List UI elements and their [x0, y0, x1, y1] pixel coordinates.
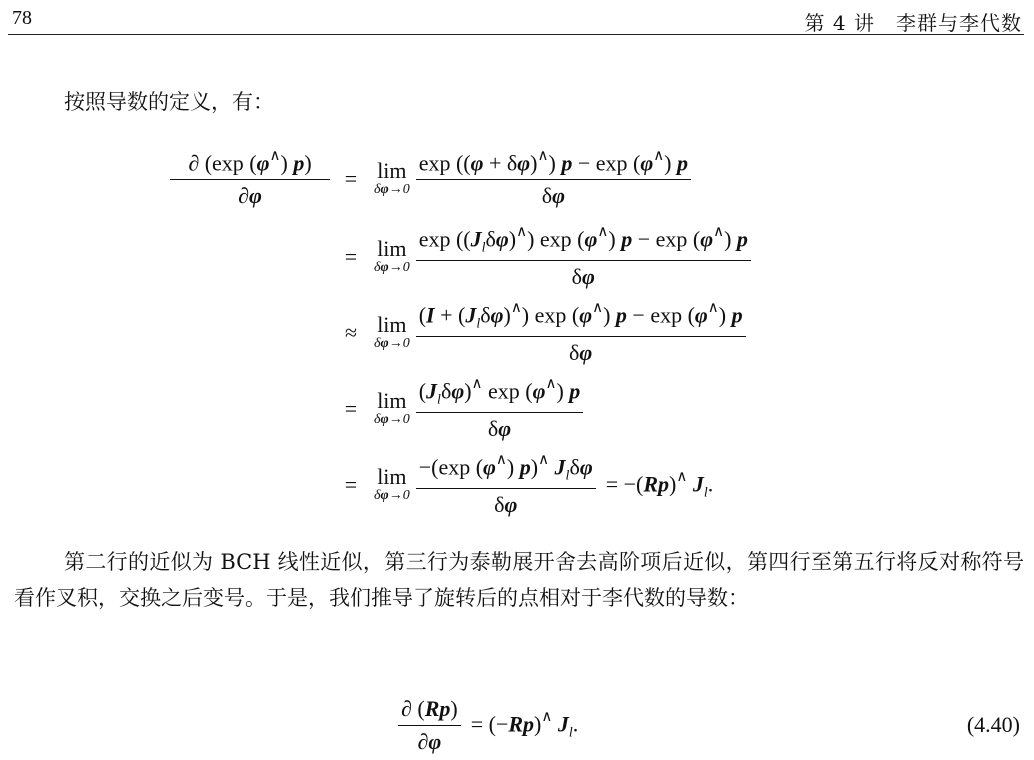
relation-symbol: =: [344, 395, 358, 421]
row-fraction: [416, 452, 596, 518]
running-head: 第 4 讲 李群与李代数: [804, 11, 1022, 35]
result-equation: [398, 696, 578, 755]
result-denominator: ∂φ: [398, 725, 461, 755]
row-denominator: δφ: [416, 336, 746, 366]
explanation-paragraph: 第二行的近似为 BCH 线性近似，第三行为泰勒展开舍去高阶项后近似，第四行至第五行将反对称符号看作叉积，交换之后变号。于是，我们推导了旋转后的点相对于李代数的导数：: [14, 550, 1024, 610]
relation-symbol: ≈: [344, 319, 358, 345]
limit-operator: lim δφ→0: [374, 463, 410, 503]
row-fraction: [416, 148, 691, 209]
derivation-row-1: [170, 148, 691, 209]
derivation-row-4: [336, 376, 583, 442]
row-result: = −(Rp)∧ $J_l$.: [605, 468, 714, 501]
lhs-numerator: ∂ (exp (φ∧) p): [188, 148, 312, 176]
derivation-row-2: [336, 224, 751, 290]
equation-number: (4.40): [966, 712, 1020, 737]
row-fraction: [416, 376, 584, 442]
row-denominator: δφ: [416, 412, 584, 442]
relation-symbol: =: [344, 471, 358, 497]
lhs-fraction: [170, 148, 330, 209]
row-numerator: −(exp (φ∧) p)∧ $J_l\delta\varphi$: [418, 452, 593, 484]
row-numerator: $(J_l\delta\varphi)^\wedge$ exp (φ∧) p: [418, 376, 581, 408]
relation-symbol: =: [344, 165, 358, 191]
row-denominator: δφ: [416, 488, 596, 518]
row-denominator: δφ: [416, 179, 691, 209]
lhs-denominator: ∂φ: [170, 179, 330, 209]
limit-operator: lim δφ→0: [374, 311, 410, 351]
intro-paragraph: 按照导数的定义，有：: [64, 90, 274, 114]
result-rhs: = (−Rp)∧ $J_l$.: [470, 709, 579, 741]
result-numerator: ∂ (Rp): [401, 696, 458, 721]
row-numerator: $(I + (J_l\delta\varphi)^\wedge)$ exp (φ∧) p − exp (φ∧) p: [418, 300, 743, 332]
page-header: [8, 4, 1024, 35]
limit-operator: lim δφ→0: [374, 235, 410, 275]
row-numerator: exp ((φ + δφ)∧) p − exp (φ∧) p: [418, 148, 688, 176]
row-fraction: [416, 224, 751, 290]
relation-symbol: =: [344, 243, 358, 269]
row-numerator: $\exp ((J_l\delta\varphi)^\wedge)$ exp (φ∧) p − exp (φ∧) p: [418, 224, 748, 256]
row-denominator: δφ: [416, 260, 751, 290]
page-number: 78: [12, 7, 32, 29]
limit-operator: lim δφ→0: [374, 157, 410, 197]
result-fraction: [398, 696, 461, 755]
limit-operator: lim δφ→0: [374, 387, 410, 427]
derivation-row-3: [336, 300, 746, 366]
derivation-row-5: [336, 452, 713, 518]
row-fraction: [416, 300, 746, 366]
